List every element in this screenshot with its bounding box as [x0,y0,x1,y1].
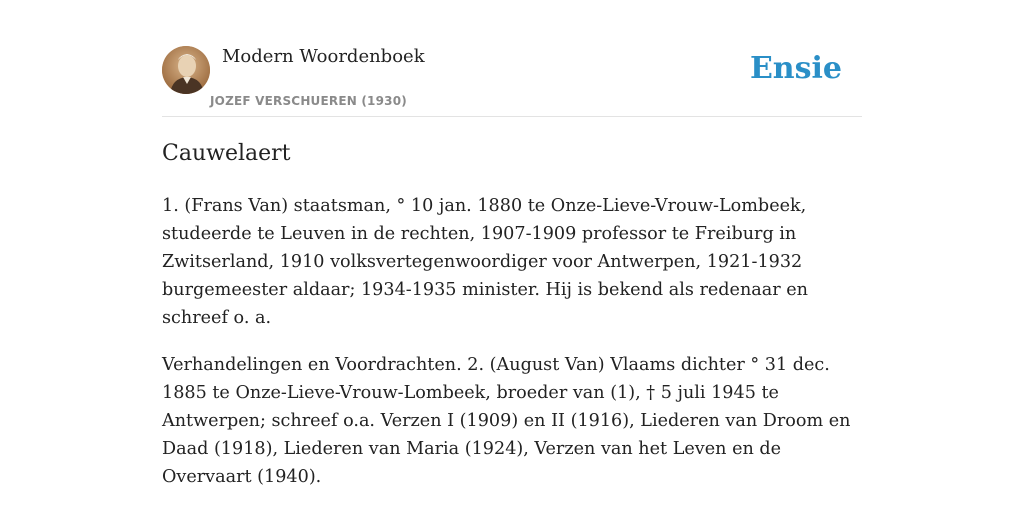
entry-title: Cauwelaert [162,141,291,166]
ensie-logo[interactable]: Ensie [749,51,842,86]
entry-body [162,192,866,510]
book-title[interactable]: Modern Woordenboek [222,46,425,67]
author-avatar[interactable] [162,46,210,94]
dictionary-header [162,46,862,117]
author-name[interactable]: JOZEF VERSCHUEREN (1930) [210,94,407,108]
entry-paragraph: 1. (Frans Van) staatsman, ° 10 jan. 1880 te Onze-Lieve-Vrouw-Lombeek, studeerde te Leuven in de rechten, 1907-1909 professor te Freiburg in Zwitserland, 1910 volksvertegenwoordiger voor Antwerpen, 1921-1932 burgemeester aldaar; 1934-1935 minister. Hij is bekend als redenaar en schreef o. a. [162,196,809,328]
author-portrait-icon [162,46,210,94]
entry-paragraph: Verhandelingen en Voordrachten. 2. (August Van) Vlaams dichter ° 31 dec. 1885 te Onze-Lieve-Vrouw-Lombeek, broeder van (1), † 5 juli 1945 te Antwerpen; schreef o.a. Verzen I (1909) en II (1916), Liederen van Droom en Daad (1918), Liederen van Maria (1924), Verzen van het Leven en de Overvaart (1940). [162,355,851,487]
